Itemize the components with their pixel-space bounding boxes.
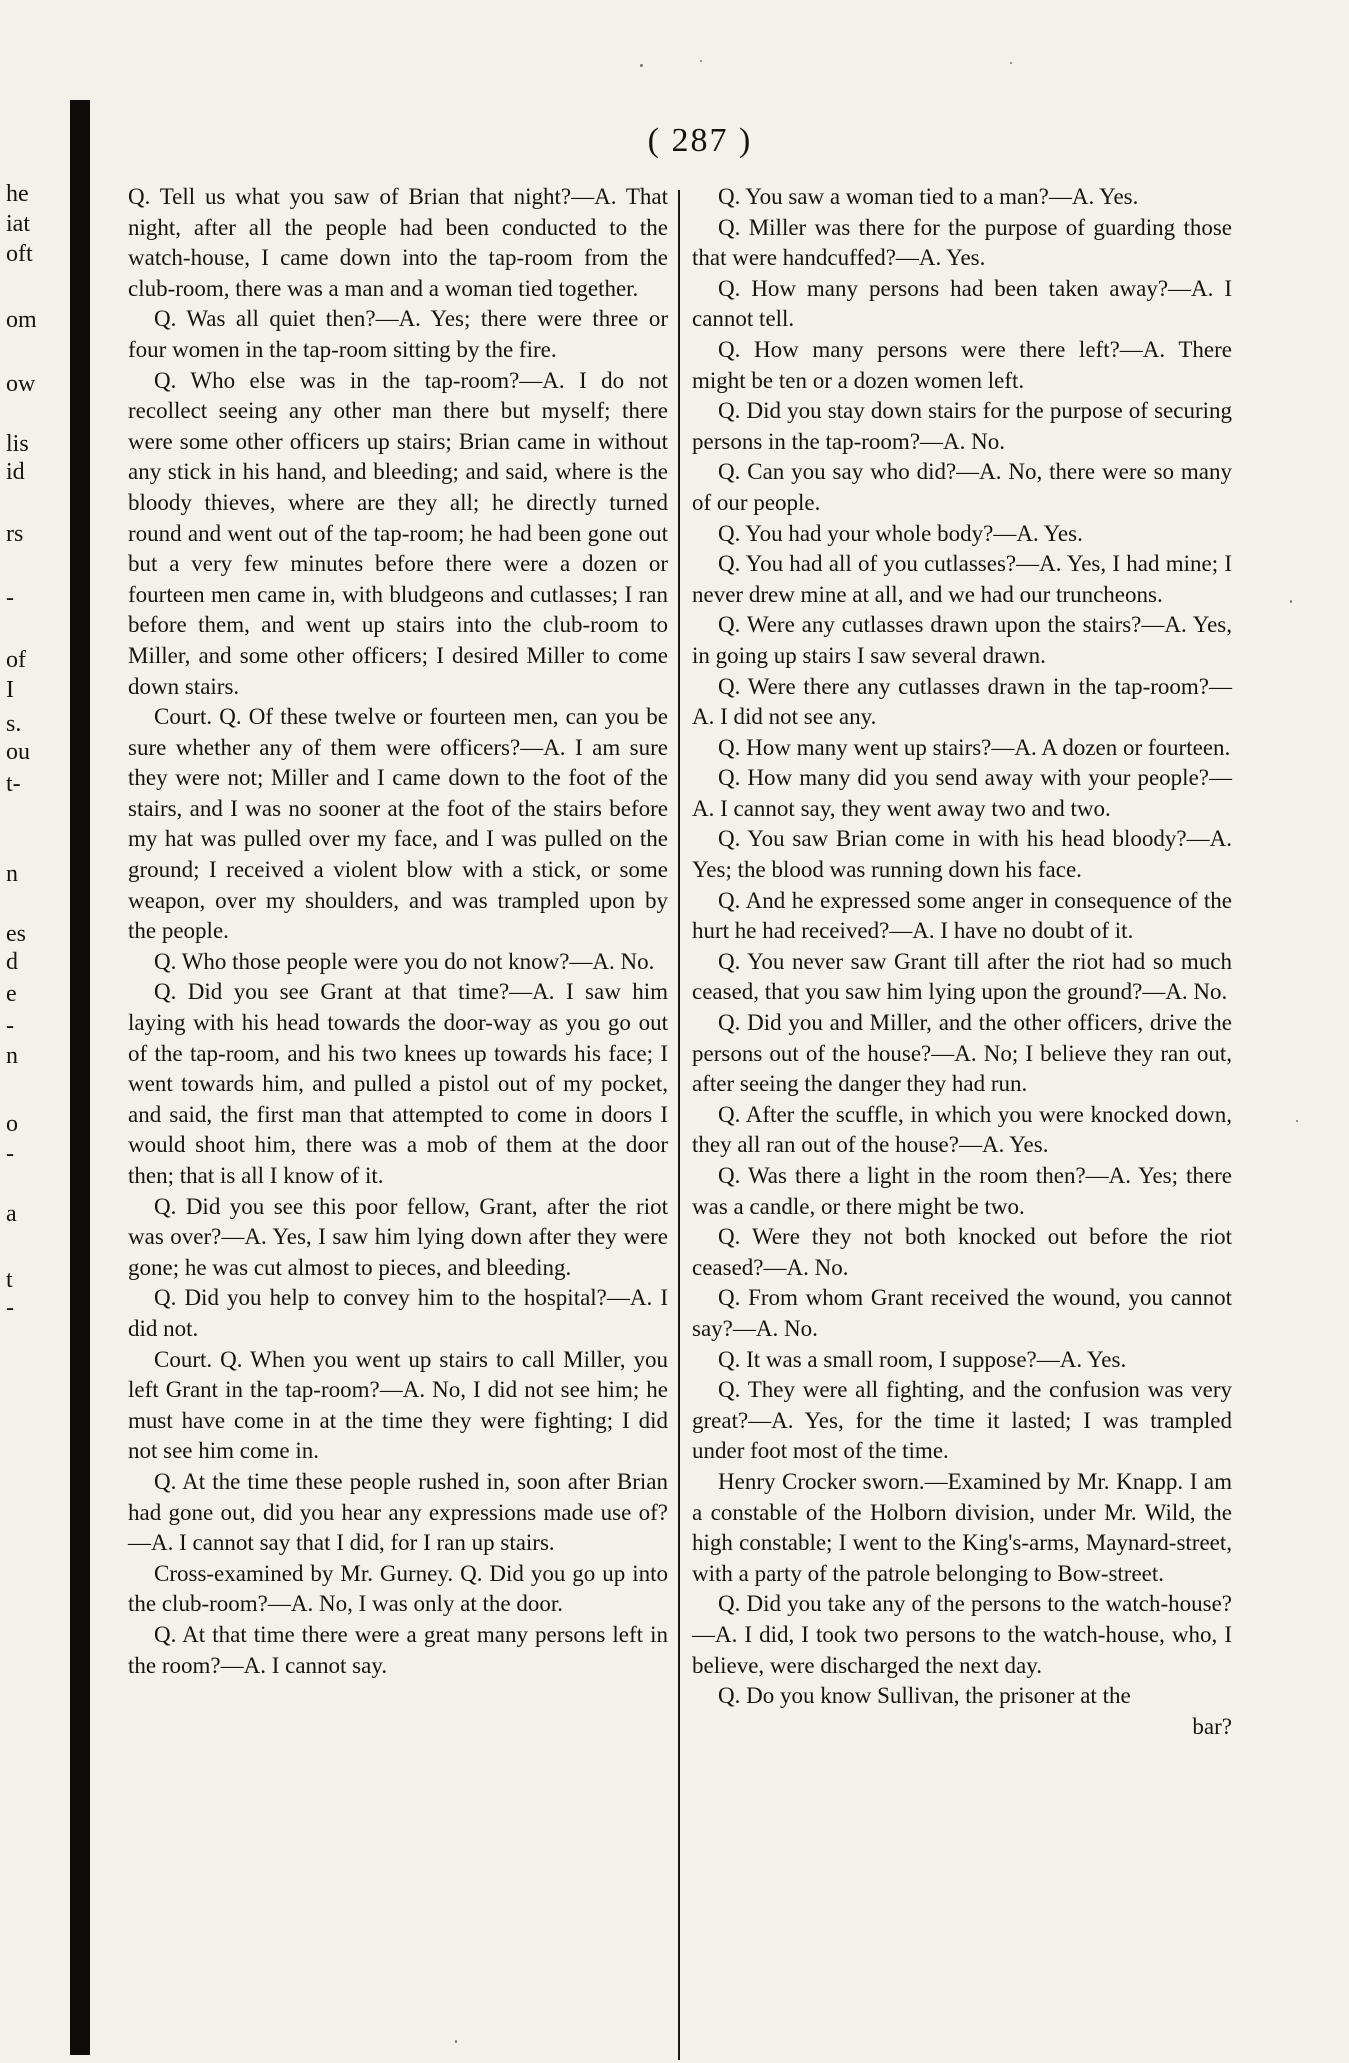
gutter-fragment: he [6, 181, 29, 207]
gutter-fragment: - [6, 1141, 14, 1167]
paragraph: Q. You had your whole body?—A. Yes. [718, 520, 1083, 546]
print-speck [1010, 62, 1012, 64]
paragraph: Q. You saw Brian come in with his head bloody?—A. Yes; the blood was running down his face. [692, 826, 1232, 883]
gutter-fragment: s. [6, 711, 22, 737]
print-speck [455, 2040, 457, 2043]
gutter-fragment: t- [6, 771, 21, 797]
paragraph: Q. Do you know Sullivan, the prisoner at the [718, 1683, 1131, 1709]
gutter-fragment: n [6, 861, 18, 887]
paragraph: Q. Did you see this poor fellow, Grant, after the riot was over?—A. Yes, I saw him lying down after they were gone; he was cut almost to pieces, and bleeding. [128, 1193, 668, 1280]
gutter-fragment: es [6, 921, 26, 947]
gutter-fragment: om [6, 307, 37, 333]
gutter-fragment: ou [6, 739, 30, 765]
paragraph: Q. They were all fighting, and the confusion was very great?—A. Yes, for the time it lasted; I was trampled under foot most of the time. [692, 1377, 1232, 1464]
paragraph: Q. How many went up stairs?—A. A dozen or fourteen. [718, 734, 1231, 760]
paragraph: Q. You never saw Grant till after the riot had so much ceased, that you saw him lying upon the ground?—A. No. [692, 948, 1232, 1005]
gutter-fragment: of [6, 647, 26, 673]
paragraph: Q. How many persons had been taken away?—A. I cannot tell. [692, 275, 1232, 332]
paragraph: Court. Q. When you went up stairs to call Miller, you left Grant in the tap-room?—A. No, I did not see him; he must have come in at the time they were fighting; I did not see him come in. [128, 1346, 668, 1464]
paragraph: Henry Crocker sworn.—Examined by Mr. Knapp. I am a constable of the Holborn division, under Mr. Wild, the high constable; I went to the King's-arms, Maynard-street, with a party of the patrole belonging to Bow-street. [692, 1468, 1232, 1586]
gutter-fragment: d [6, 949, 18, 975]
left-column [128, 182, 668, 1681]
paragraph: Q. Was all quiet then?—A. Yes; there were three or four women in the tap-room sitting by the fire. [128, 306, 668, 362]
gutter-fragment: lis [6, 431, 29, 457]
print-speck [1290, 600, 1292, 603]
paragraph: Q. Can you say who did?—A. No, there were so many of our people. [692, 459, 1232, 515]
gutter-fragment: oft [6, 241, 33, 267]
gutter-fragment: o [6, 1111, 18, 1137]
paragraph: Q. It was a small room, I suppose?—A. Yes. [718, 1346, 1127, 1372]
gutter-fragment: t [6, 1267, 13, 1293]
gutter-fragment: iat [6, 211, 30, 237]
gutter-fragment: n [6, 1043, 18, 1069]
print-speck [700, 60, 702, 62]
gutter-fragment: - [6, 1295, 14, 1321]
paragraph: Q. After the scuffle, in which you were knocked down, they all ran out of the house?—A. Yes. [692, 1101, 1232, 1158]
gutter-fragment: I [6, 677, 14, 703]
right-column [692, 182, 1232, 1742]
paragraph: Q. Tell us what you saw of Brian that night?—A. That night, after all the people had been conducted to the watch-house, I came down into the tap-room from the club-room, there was a man and a woman tied together. [128, 184, 668, 301]
paragraph: Q. Were they not both knocked out before the riot ceased?—A. No. [692, 1224, 1232, 1280]
gutter-fragment: a [6, 1201, 17, 1227]
paragraph: Q. Did you stay down stairs for the purpose of securing persons in the tap-room?—A. No. [692, 398, 1232, 454]
paragraph: Q. Did you see Grant at that time?—A. I saw him laying with his head towards the door-way as you go out of the tap-room, and his two knees up towards his face; I went towards him, and pulled a pistol out of my pocket, and said, the first man that attempted to come in doors I would shoot him, there was a mob of them at the door then; that is all I know of it. [128, 979, 668, 1188]
paragraph: Court. Q. Of these twelve or fourteen men, can you be sure whether any of them were officers?—A. I am sure they were not; Miller and I came down to the foot of the stairs, and I was no sooner at the foot of the stairs before my hat was pulled over my face, and I was pulled on the ground; I received a violent blow with a stick, or some weapon, over my shoulders, and was trampled upon by the people. [128, 704, 668, 944]
paragraph: Q. Miller was there for the purpose of guarding those that were handcuffed?—A. Yes. [692, 214, 1232, 271]
paragraph: Q. Were any cutlasses drawn upon the stairs?—A. Yes, in going up stairs I saw several drawn. [692, 612, 1232, 668]
gutter-fragment: ow [6, 371, 36, 397]
paragraph: Q. At the time these people rushed in, soon after Brian had gone out, did you hear any expressions made use of?—A. I cannot say that I did, for I ran up stairs. [128, 1468, 668, 1556]
gutter-fragment: - [6, 585, 14, 611]
print-speck [1296, 1120, 1298, 1122]
page-number: ( 287 ) [647, 122, 753, 159]
gutter-fragment: - [6, 1013, 14, 1039]
paragraph: Q. Who else was in the tap-room?—A. I do not recollect seeing any other man there but myself; there were some other officers up stairs; Brian came in without any stick in his hand, and bleeding; and said, where is the bloody thieves, where are they all; he directly turned round and went out of the tap-room; he had been gone out but a very few minutes before there were a dozen or fourteen men came in, with bludgeons and cutlasses; I ran before them, and went up stairs into the club-room to Miller, and some other officers; I desired Miller to come down stairs. [128, 367, 668, 699]
paragraph: Q. Did you and Miller, and the other officers, drive the persons out of the house?—A. No; I believe they ran out, after seeing the danger they had run. [692, 1010, 1232, 1097]
paragraph: Q. How many persons were there left?—A. There might be ten or a dozen women left. [692, 336, 1232, 393]
paragraph: Q. You had all of you cutlasses?—A. Yes, I had mine; I never drew mine at all, and we had our truncheons. [692, 551, 1232, 607]
paragraph: Q. At that time there were a great many persons left in the room?—A. I cannot say. [128, 1621, 668, 1678]
column-divider [678, 190, 680, 2060]
paragraph: Q. How many did you send away with your people?—A. I cannot say, they went away two and two. [692, 765, 1232, 821]
paragraph: Cross-examined by Mr. Gurney. Q. Did you go up into the club-room?—A. No, I was only at the door. [128, 1560, 668, 1617]
paragraph: Q. And he expressed some anger in consequence of the hurt he had received?—A. I have no doubt of it. [692, 887, 1232, 944]
print-speck [640, 64, 643, 67]
paragraph: Q. Was there a light in the room then?—A. Yes; there was a candle, or there might be two. [692, 1163, 1232, 1219]
paragraph: Q. Did you take any of the persons to the watch-house?—A. I did, I took two persons to the watch-house, who, I believe, were discharged the next day. [692, 1591, 1232, 1678]
paragraph-continuation: bar? [1192, 1713, 1232, 1739]
paragraph: Q. Did you help to convey him to the hospital?—A. I did not. [128, 1285, 668, 1341]
paragraph: Q. You saw a woman tied to a man?—A. Yes. [718, 184, 1139, 209]
binding-shadow [70, 100, 90, 2055]
gutter-fragment: rs [6, 521, 24, 547]
gutter-fragment: e [6, 981, 17, 1007]
paragraph: Q. Who those people were you do not know?—A. No. [154, 948, 655, 974]
paragraph: Q. From whom Grant received the wound, you cannot say?—A. No. [692, 1285, 1232, 1341]
gutter-fragment: id [6, 459, 25, 485]
paragraph: Q. Were there any cutlasses drawn in the tap-room?—A. I did not see any. [692, 673, 1232, 730]
